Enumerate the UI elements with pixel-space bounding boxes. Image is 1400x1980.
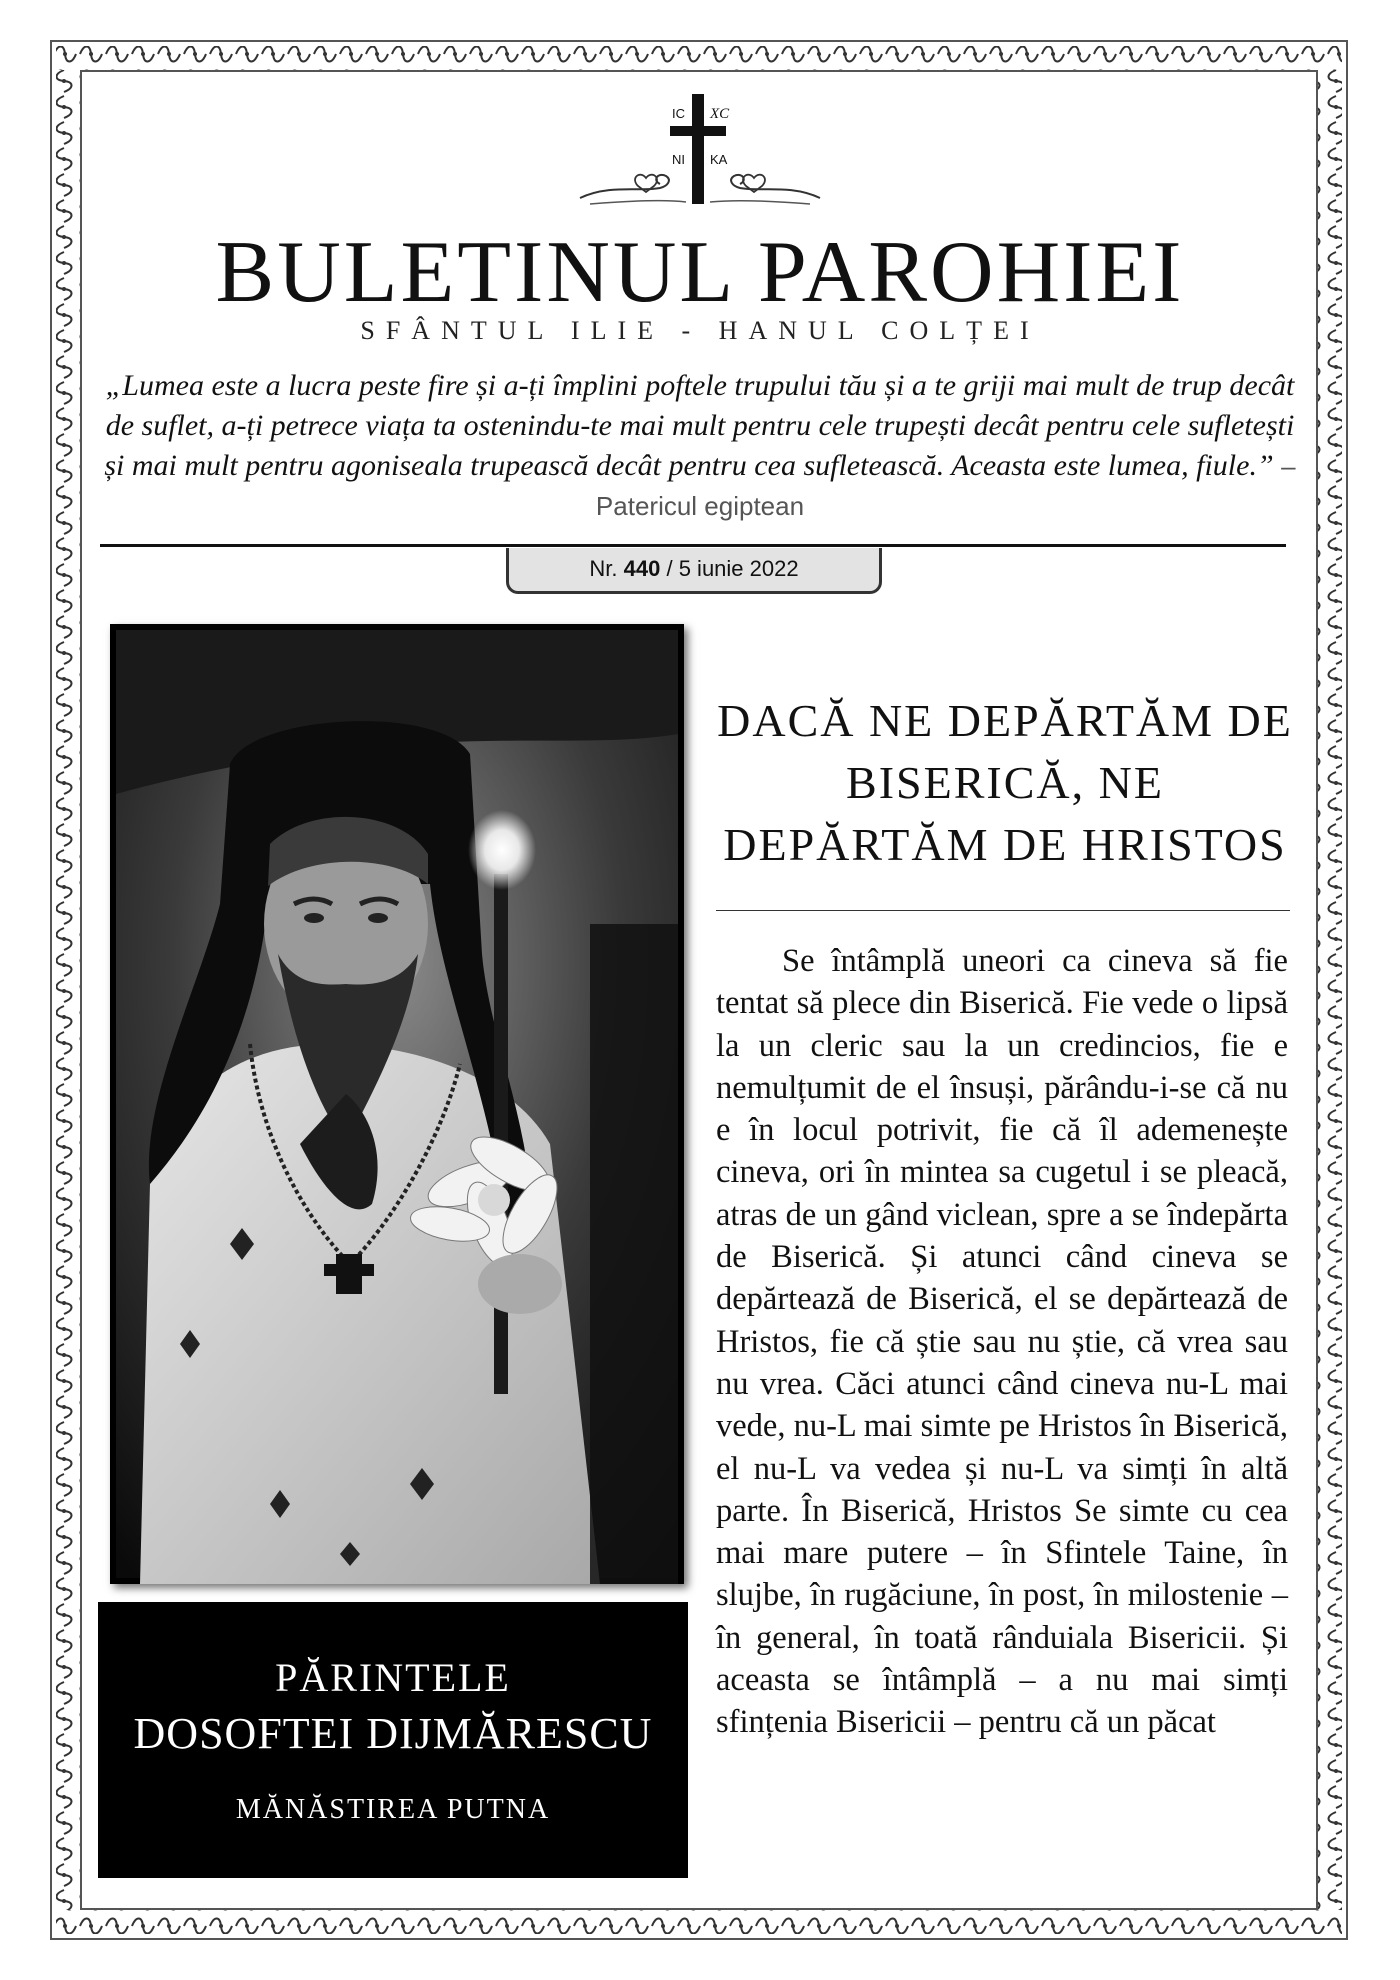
quote-source: – Patericul egiptean: [595, 451, 1296, 521]
emblem-letters-ka: KA: [710, 152, 728, 167]
parish-subtitle: SFÂNTUL ILIE - HANUL COLȚEI: [360, 316, 1040, 345]
emblem-letters-ic: IC: [672, 106, 685, 121]
bulletin-title: BULETINUL PAROHIEI: [215, 224, 1185, 321]
portrait-photo: [110, 624, 684, 1584]
issue-prefix: Nr.: [589, 556, 618, 581]
emblem-letters-ni: NI: [672, 152, 685, 167]
issue-date: / 5 iunie 2022: [666, 556, 799, 581]
cross-emblem-icon: [560, 88, 840, 218]
caption-line-name: DOSOFTEI DIJMĂRESCU: [133, 1709, 653, 1758]
article-divider: [716, 910, 1290, 911]
issue-info-tab: [506, 548, 882, 594]
article-title: DACĂ NE DEPĂRTĂM DE BISERICĂ, NE DEPĂRTĂM DE HRISTOS: [717, 695, 1293, 870]
header-divider: [100, 544, 1286, 547]
quote-text: „Lumea este a lucra peste fire și a-ți împlini poftele trupului tău și a te griji mai mult de trup decât de suflet, a-ți petrece viața ta ostenindu-te mai mult pentru cele trupești decât pentru cele sufletești și mai mult pentru agoniseala trupească decât pentru cea sufletească. Aceasta este lumea, fiule.”: [104, 369, 1295, 482]
issue-number: 440: [623, 556, 661, 581]
emblem-letters-xc: XC: [710, 106, 730, 122]
portrait-caption: [98, 1602, 688, 1878]
caption-line-title: PĂRINTELE: [275, 1655, 511, 1700]
caption-line-monastery: MĂNĂSTIREA PUTNA: [235, 1794, 551, 1825]
article-body: Se întâmplă uneori ca cineva să fie tentat să plece din Biserică. Fie vede o lipsă la un cleric sau la un credincios, fie e nemulțumit de el însuși, părându-i-se că nu e în locul potrivit, fie că îl ademenește cineva, ori în mintea sa cugetul i se pleacă, atras de un gând viclean, spre a se îndepărta de Biserică. Și atunci când cineva se depărtează de Biserică, el se depărtează de Hristos, fie că știe sau nu știe, că vrea sau nu vrea. Căci atunci când cineva nu-L mai vede, nu-L mai simte pe Hristos în Biserică, el nu-L va vedea și nu-L va simți în altă parte. În Biserică, Hristos Se simte cu cea mai mare putere – în Sfintele Taine, în slujbe, în rugăciune, în post, în milostenie – în general, în toată rânduiala Bisericii. Și aceasta se întâmplă – a nu mai simți sfințenia Bisericii – pentru că un păcat: [716, 943, 1288, 1741]
opening-quote: [100, 366, 1300, 526]
